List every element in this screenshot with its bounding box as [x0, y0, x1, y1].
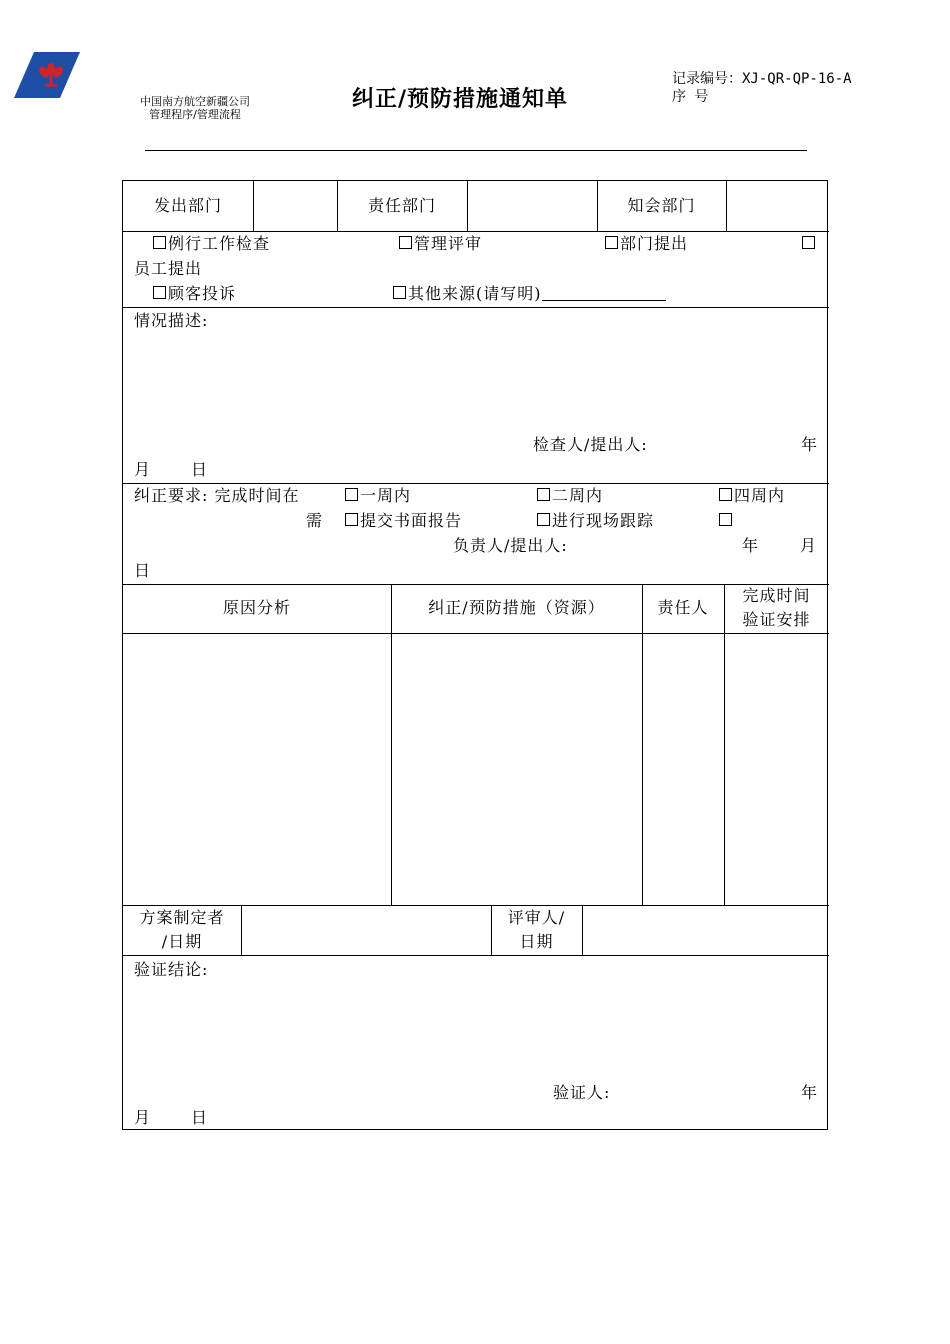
correction-label: 纠正要求: 完成时间在	[134, 486, 300, 505]
correction-day: 日	[134, 561, 152, 580]
notice-form	[122, 180, 828, 1130]
verification-day: 日	[191, 1108, 209, 1127]
col-divider	[726, 181, 727, 231]
header-verification-plan: 验证安排	[742, 610, 811, 629]
source-other[interactable]: 其他来源(请写明)	[393, 284, 666, 304]
reviewer-line2: 日期	[519, 932, 554, 951]
correction-year: 年	[742, 536, 760, 555]
col-divider	[391, 584, 392, 905]
option-extra[interactable]	[719, 511, 734, 531]
verification-signer: 验证人:	[553, 1083, 611, 1102]
situation-label: 情况描述:	[134, 311, 209, 330]
checkbox-icon[interactable]	[393, 286, 406, 299]
verification-year: 年	[801, 1083, 819, 1102]
checkbox-icon[interactable]	[153, 286, 166, 299]
record-number	[672, 70, 872, 116]
row-divider	[123, 307, 829, 308]
option-four-weeks[interactable]: 四周内	[719, 486, 785, 506]
situation-year: 年	[801, 435, 819, 454]
header-cause-analysis: 原因分析	[222, 598, 291, 617]
checkbox-icon[interactable]	[537, 488, 550, 501]
col-divider	[467, 181, 468, 231]
correction-need: 需	[306, 511, 324, 530]
header-divider	[145, 150, 807, 151]
source-dept-raise[interactable]: 部门提出	[605, 234, 688, 254]
verification-month: 月	[134, 1108, 152, 1127]
situation-day: 日	[191, 460, 209, 479]
checkbox-icon[interactable]	[802, 236, 815, 249]
row-divider	[123, 905, 829, 906]
header-responsible: 责任人	[657, 598, 709, 617]
correction-signer: 负责人/提出人:	[453, 536, 568, 555]
checkbox-icon[interactable]	[719, 513, 732, 526]
checkbox-icon[interactable]	[719, 488, 732, 501]
source-routine-check[interactable]: 例行工作检查	[153, 234, 270, 254]
col-divider	[724, 584, 725, 905]
company-line1: 中国南方航空新疆公司	[140, 95, 250, 108]
situation-month: 月	[134, 460, 152, 479]
header-completion-time: 完成时间	[742, 586, 811, 605]
staff-raise-checkbox[interactable]	[802, 234, 817, 254]
company-line2: 管理程序/管理流程	[149, 108, 241, 121]
checkbox-icon[interactable]	[345, 488, 358, 501]
option-onsite-tracking[interactable]: 进行现场跟踪	[537, 511, 654, 531]
col-divider	[241, 905, 242, 955]
record-label: 记录编号：XJ-QR-QP-16-A	[672, 71, 852, 87]
correction-month: 月	[800, 536, 818, 555]
serial-label: 序 号	[672, 89, 709, 105]
header-measures: 纠正/预防措施（资源）	[428, 598, 605, 617]
checkbox-icon[interactable]	[345, 513, 358, 526]
row-divider	[123, 231, 829, 232]
verification-label: 验证结论:	[134, 960, 209, 979]
col-divider	[642, 584, 643, 905]
checkbox-icon[interactable]	[537, 513, 550, 526]
situation-signer: 检查人/提出人:	[533, 435, 648, 454]
reviewer-line1: 评审人/	[507, 908, 566, 927]
plan-maker-line1: 方案制定者	[139, 908, 225, 927]
row-divider	[123, 483, 829, 484]
option-written-report[interactable]: 提交书面报告	[345, 511, 462, 531]
row-divider	[123, 955, 829, 956]
other-source-input[interactable]	[542, 286, 666, 301]
issue-dept-label: 发出部门	[153, 196, 222, 215]
company-name	[130, 95, 260, 121]
col-divider	[582, 905, 583, 955]
notify-dept-label: 知会部门	[627, 196, 696, 215]
form-title: 纠正/预防措施通知单	[352, 87, 569, 112]
plan-maker-line2: /日期	[161, 932, 203, 951]
option-two-weeks[interactable]: 二周内	[537, 486, 603, 506]
source-mgmt-review[interactable]: 管理评审	[399, 234, 482, 254]
checkbox-icon[interactable]	[399, 236, 412, 249]
resp-dept-label: 责任部门	[367, 196, 436, 215]
source-staff-raise: 员工提出	[134, 259, 203, 278]
checkbox-icon[interactable]	[605, 236, 618, 249]
company-logo	[14, 52, 80, 98]
option-one-week[interactable]: 一周内	[345, 486, 411, 506]
col-divider	[253, 181, 254, 231]
source-customer-complaint[interactable]: 顾客投诉	[153, 284, 236, 304]
checkbox-icon[interactable]	[153, 236, 166, 249]
